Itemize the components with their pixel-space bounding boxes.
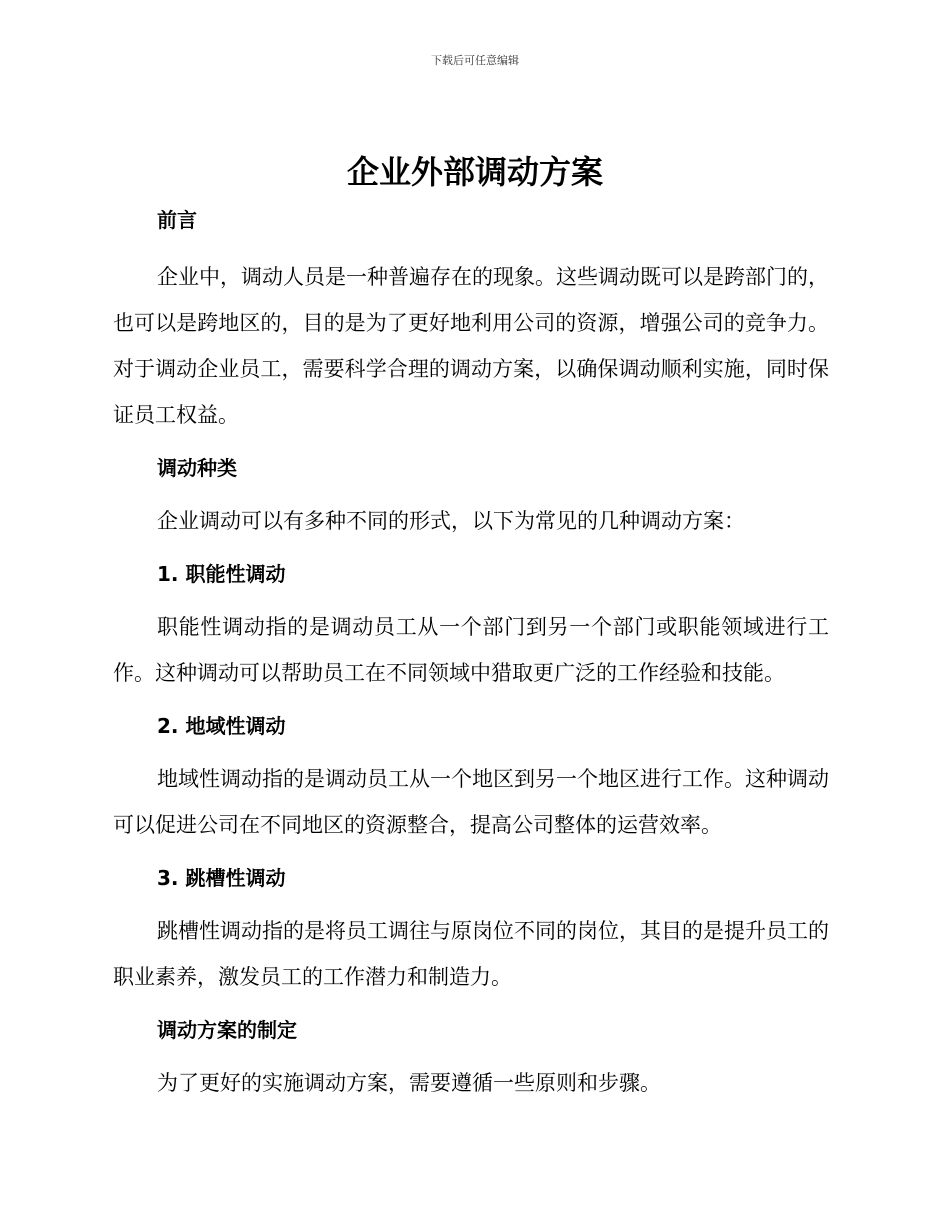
type1-paragraph: 职能性调动指的是调动员工从一个部门到另一个部门或职能领域进行工作。这种调动可以帮助员工在不同领域中猎取更广泛的工作经验和技能。 — [113, 615, 829, 685]
type2-heading: 2. 地域性调动 — [157, 714, 286, 738]
preface-paragraph: 企业中，调动人员是一种普遍存在的现象。这些调动既可以是跨部门的，也可以是跨地区的，目的是为了更好地利用公司的资源，增强公司的竞争力。对于调动企业员工，需要科学合理的调动方案，以确保调动顺利实施，同时保证员工权益。 — [113, 265, 829, 427]
types-intro-paragraph: 企业调动可以有多种不同的形式，以下为常见的几种调动方案： — [157, 509, 745, 533]
type3-heading: 3. 跳槽性调动 — [157, 866, 286, 890]
type2-paragraph: 地域性调动指的是调动员工从一个地区到另一个地区进行工作。这种调动可以促进公司在不同地区的资源整合，提高公司整体的运营效率。 — [113, 767, 829, 837]
preface-heading: 前言 — [157, 208, 197, 232]
document-title: 企业外部调动方案 — [346, 153, 603, 191]
plan-paragraph: 为了更好的实施调动方案，需要遵循一些原则和步骤。 — [157, 1071, 661, 1095]
types-heading: 调动种类 — [157, 456, 237, 480]
plan-heading: 调动方案的制定 — [157, 1018, 297, 1042]
type3-paragraph: 跳槽性调动指的是将员工调往与原岗位不同的岗位，其目的是提升员工的职业素养，激发员工的工作潜力和制造力。 — [113, 919, 829, 989]
header-note: 下载后可任意编辑 — [431, 54, 519, 67]
document-body — [113, 200, 829, 1106]
type1-heading: 1. 职能性调动 — [157, 562, 286, 586]
